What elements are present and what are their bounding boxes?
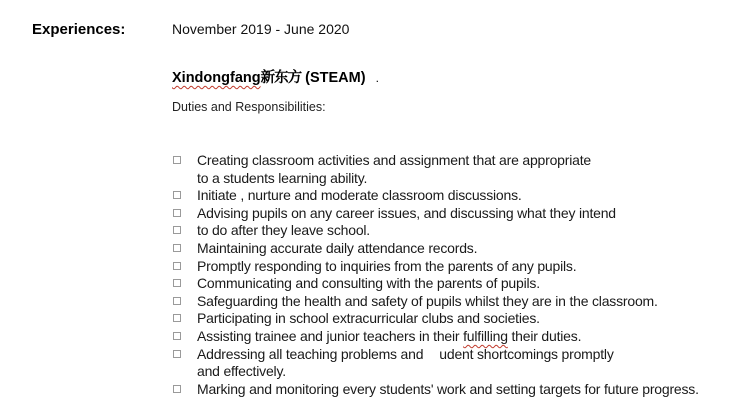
duties-heading: Duties and Responsibilities: — [172, 100, 326, 114]
duty-text: Participating in school extracurricular clubs and societies. — [197, 310, 540, 327]
duty-text: Safeguarding the health and safety of pupils whilst they are in the classroom. — [197, 292, 658, 309]
duty-text — [197, 328, 737, 346]
duty-item — [172, 346, 737, 381]
bullet-box-icon — [173, 279, 181, 287]
bullet-box-icon — [173, 332, 181, 340]
duty-item — [172, 258, 737, 276]
duty-text: Marking and monitoring every students' work and setting targets for future progress. — [197, 380, 699, 397]
duty-item — [172, 381, 737, 399]
employer-trailing-dot: . — [375, 71, 379, 85]
duty-text — [197, 346, 737, 364]
bullet-box-icon — [173, 350, 181, 358]
bullet-box-icon — [173, 191, 181, 199]
duty-text-part-2: udent shortcomings promptly — [439, 345, 614, 362]
duty-text-continuation: to do after they leave school. — [197, 222, 370, 239]
section-label: Experiences: — [32, 21, 126, 38]
duty-item — [172, 240, 737, 258]
duty-text: Communicating and consulting with the parents of pupils. — [197, 275, 540, 292]
duty-text: Promptly responding to inquiries from the parents of any pupils. — [197, 257, 577, 274]
duty-text: Creating classroom activities and assignment that are appropriate — [197, 152, 591, 168]
duty-item — [172, 187, 737, 205]
spellcheck-word: fulfilling — [463, 327, 508, 344]
bullet-box-icon — [173, 297, 181, 305]
bullet-box-icon — [173, 314, 181, 322]
duty-text-continuation: and effectively. — [197, 363, 286, 380]
duty-text-after: their duties. — [507, 327, 582, 344]
bullet-box-icon — [173, 262, 181, 270]
employer-tag: (STEAM) — [305, 70, 366, 86]
employer-title — [172, 66, 379, 87]
duty-text-before: Assisting trainee and junior teachers in their — [197, 327, 464, 344]
duty-item — [172, 310, 737, 328]
employer-name-cjk: 新东方 — [260, 70, 302, 86]
duty-text: Initiate , nurture and moderate classroom discussions. — [197, 187, 522, 204]
bullet-box-icon — [173, 156, 181, 164]
bullet-box-icon — [173, 244, 181, 252]
bullet-box-icon — [173, 385, 181, 393]
duty-text-continuation: to a students learning ability. — [197, 169, 368, 186]
duties-list — [172, 152, 737, 398]
duty-text-part-1: Addressing all teaching problems and — [197, 345, 424, 362]
duty-item — [172, 293, 737, 311]
bullet-box-icon — [173, 226, 181, 234]
date-range: November 2019 - June 2020 — [172, 21, 350, 37]
duty-text: Maintaining accurate daily attendance records. — [197, 239, 478, 256]
duty-item — [172, 205, 737, 223]
employer-name-latin: Xindongfang — [172, 70, 261, 86]
duty-item — [172, 152, 737, 187]
duty-item — [172, 275, 737, 293]
duty-item — [172, 222, 737, 240]
duty-item — [172, 328, 737, 346]
duty-text: Advising pupils on any career issues, and discussing what they intend — [197, 204, 616, 221]
bullet-box-icon — [173, 209, 181, 217]
